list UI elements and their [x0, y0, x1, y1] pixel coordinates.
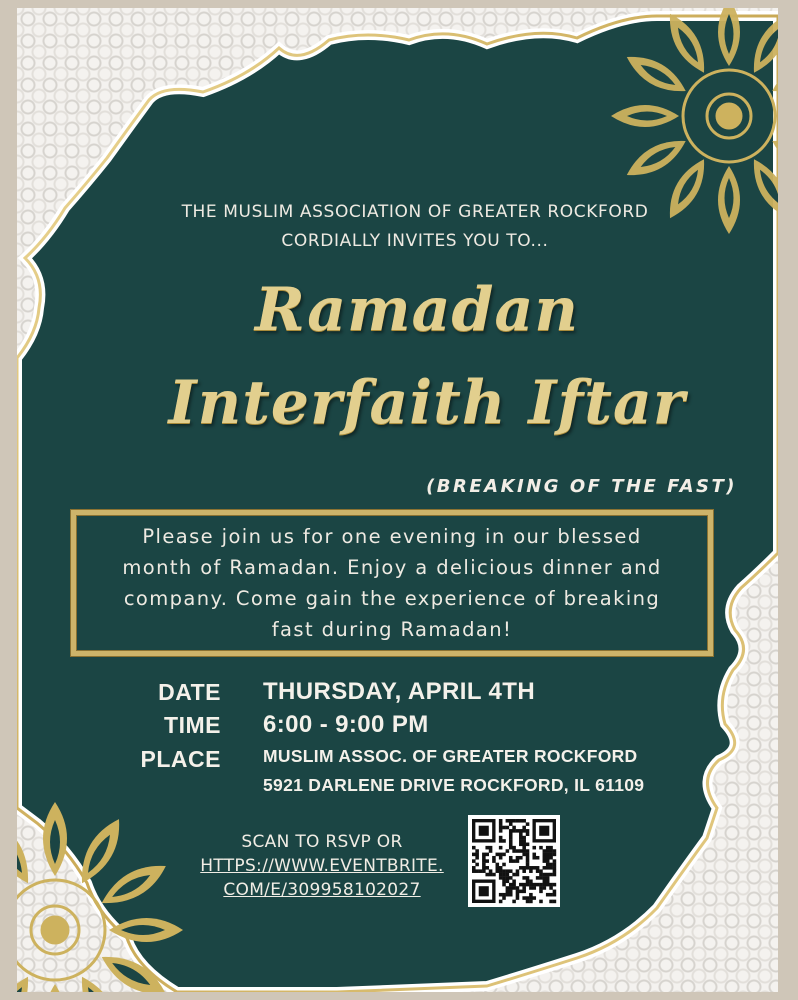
event-title-line2: Interfaith Iftar: [168, 368, 686, 438]
organizer-invitation: [105, 198, 725, 256]
time-value: 6:00 - 9:00 PM: [263, 711, 429, 738]
rsvp-link-line2: COM/E/309958102027: [223, 880, 421, 900]
description-text: [80, 521, 704, 645]
description-box: [71, 510, 713, 656]
date-label: DATE: [158, 679, 221, 705]
rsvp-instruction: SCAN TO RSVP OR: [241, 832, 403, 852]
description-line: fast during Ramadan!: [271, 618, 513, 641]
event-subtitle: (BREAKING OF THE FAST): [426, 476, 737, 497]
description-line: Please join us for one evening in our blessed: [142, 525, 642, 548]
qr-code-icon[interactable]: [468, 815, 560, 907]
time-label: TIME: [164, 712, 221, 738]
place-label: PLACE: [140, 746, 221, 772]
rsvp-block: [167, 830, 477, 902]
place-address: 5921 DARLENE DRIVE ROCKFORD, IL 61109: [263, 775, 645, 795]
invite-line: CORDIALLY INVITES YOU TO...: [281, 231, 549, 251]
description-line: company. Come gain the experience of breaking: [123, 587, 661, 610]
rsvp-link[interactable]: [167, 854, 477, 902]
date-value: THURSDAY, APRIL 4TH: [263, 678, 536, 705]
description-line: month of Ramadan. Enjoy a delicious dinner and: [122, 556, 662, 579]
flyer: [17, 8, 778, 992]
organizer-line: THE MUSLIM ASSOCIATION OF GREATER ROCKFORD: [181, 202, 649, 222]
place-name: MUSLIM ASSOC. OF GREATER ROCKFORD: [263, 746, 638, 766]
rsvp-link-line1: HTTPS://WWW.EVENTBRITE.: [200, 856, 444, 876]
event-title-line1: Ramadan: [255, 275, 579, 345]
